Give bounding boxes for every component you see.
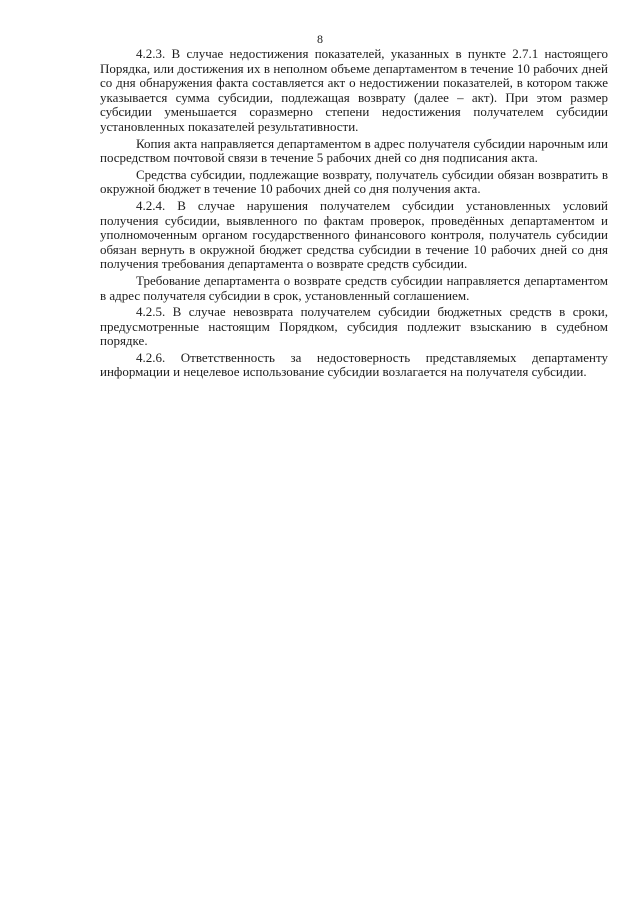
paragraph-4-2-6: 4.2.6. Ответственность за недостоверность представляемых департаменту информации и нецелевое использование субсидии возлагается на получателя субсидии. — [100, 349, 608, 380]
paragraph-act-copy: Копия акта направляется департаментом в адрес получателя субсидии нарочным или посредством почтовой связи в течение 5 рабочих дней со дня подписания акта. — [100, 135, 608, 166]
page-number: 8 — [317, 32, 323, 46]
document-body — [100, 47, 608, 382]
paragraph-4-2-5: 4.2.5. В случае невозврата получателем субсидии бюджетных средств в сроки, предусмотренные настоящим Порядком, субсидия подлежит взысканию в судебном порядке. — [100, 304, 608, 349]
paragraph-refund-funds: Средства субсидии, подлежащие возврату, получатель субсидии обязан возвратить в окружной бюджет в течение 10 рабочих дней со дня получения акта. — [100, 166, 608, 197]
paragraph-refund-demand: Требование департамента о возврате средств субсидии направляется департаментом в адрес получателя субсидии в срок, установленный соглашением. — [100, 272, 608, 303]
paragraph-4-2-3: 4.2.3. В случае недостижения показателей, указанных в пункте 2.7.1 настоящего Порядка, или достижения их в неполном объеме департаментом в течение 10 рабочих дней со дня обнаружения факта составляется акт о недостижении показателей, в котором также указывается сумма субсидии, подлежащая возврату (далее – акт). При этом размер субсидии уменьшается соразмерно степени недостижения получателем субсидии установленных показателей результативности. — [100, 46, 608, 134]
paragraph-4-2-4: 4.2.4. В случае нарушения получателем субсидии установленных условий получения субсидии, выявленного по фактам проверок, проведённых департаментом и уполномоченным органом государственного финансового контроля, получатель субсидии обязан вернуть в окружной бюджет средства субсидии в течение 10 рабочих дней со дня получения требования департамента о возврате средств субсидии. — [100, 197, 608, 272]
